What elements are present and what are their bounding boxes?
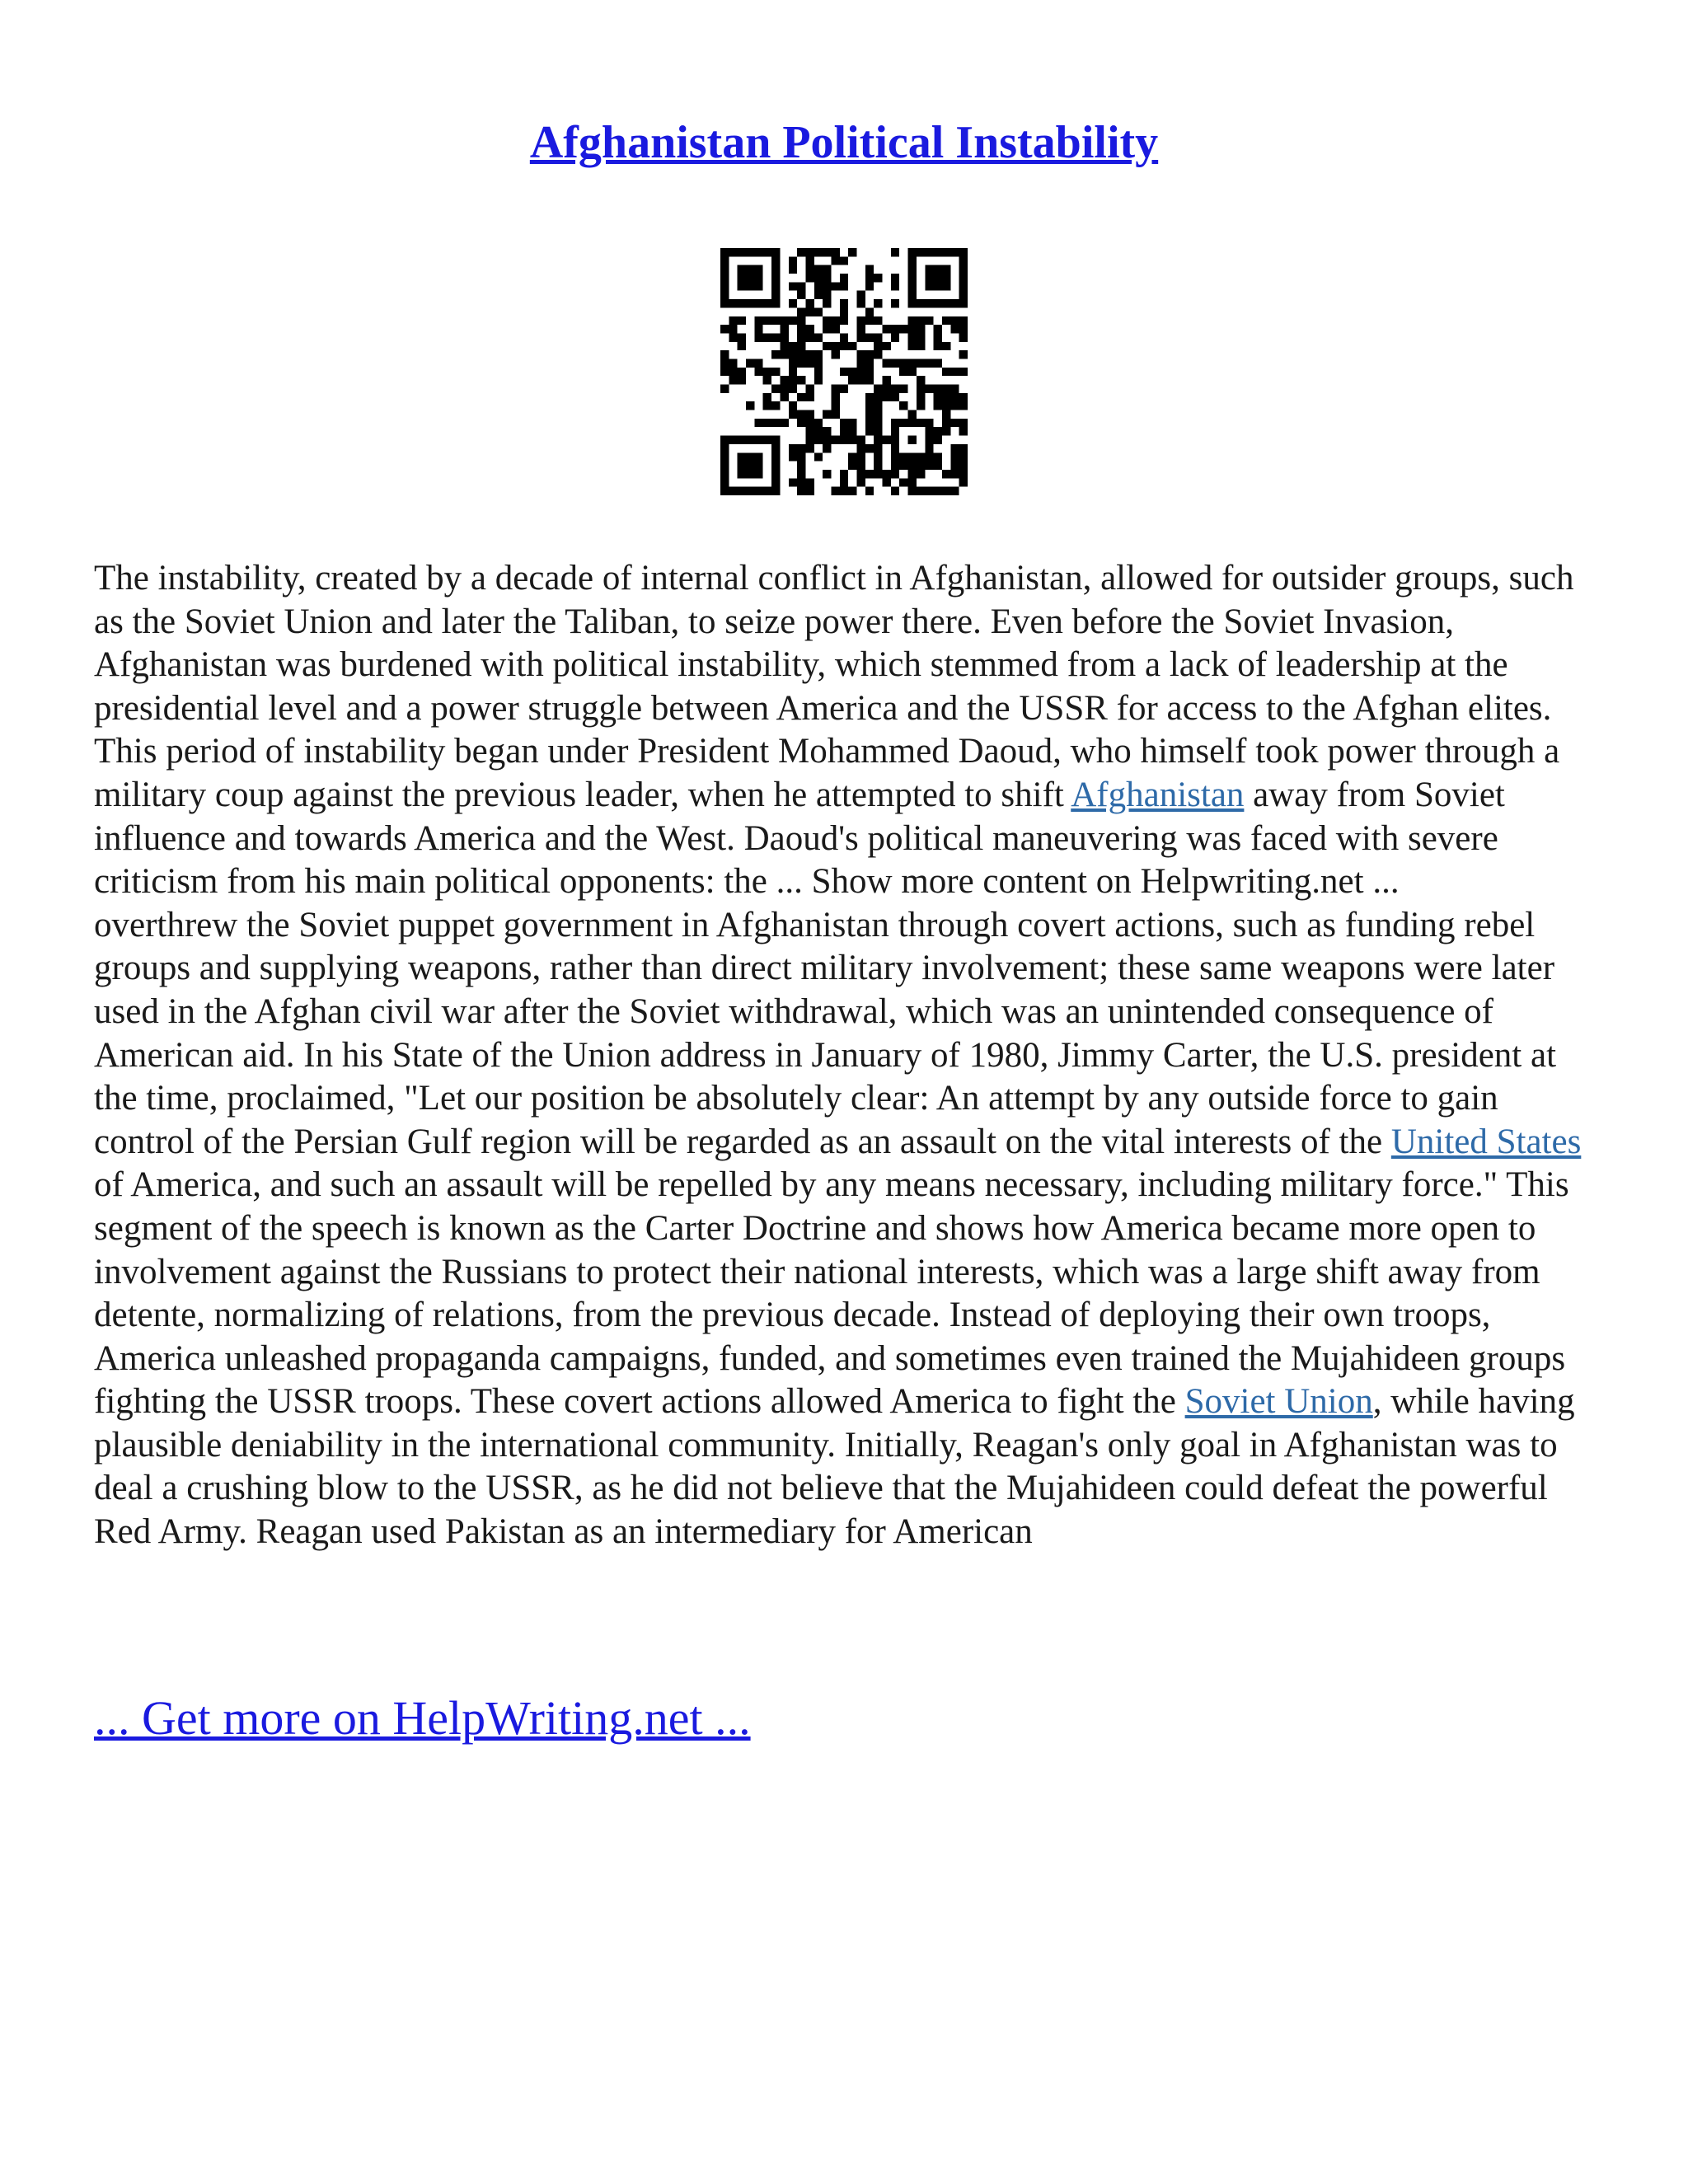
page-title (0, 114, 1688, 171)
paragraph-2-text-b: of America, and such an assault will be repelled by any means necessary, including military force." This segment of the speech is known as the Carter Doctrine and shows how America became more open to involvement against the Russians to protect their national interests, which was a large shift away from detente, normalizing of relations, from the previous decade. Instead of deploying their own troops, America unleashed propaganda campaigns, funded, and sometimes even trained the Mujahideen groups fighting the USSR troops. These covert actions allowed America to fight the (94, 1165, 1569, 1422)
afghanistan-link[interactable]: Afghanistan (1071, 775, 1245, 814)
qr-code-graphic (720, 248, 968, 495)
paragraph-1 (94, 557, 1602, 904)
get-more-link[interactable]: ... Get more on HelpWriting.net ... (94, 1691, 751, 1745)
paragraph-2 (94, 904, 1602, 1554)
title-link[interactable]: Afghanistan Political Instability (529, 117, 1159, 168)
paragraph-2-text-a: overthrew the Soviet puppet government in Afghanistan through covert actions, such as funding rebel groups and supplying weapons, rather than direct military involvement; these same weapons were later used in the Afghan civil war after the Soviet withdrawal, which was an unintended consequence of American aid. In his State of the Union address in January of 1980, Jimmy Carter, the U.S. president at the time, proclaimed, "Let our position be absolutely clear: An attempt by any outside force to gain control of the Persian Gulf region will be regarded as an assault on the vital interests of the (94, 905, 1557, 1161)
qr-code-icon (720, 248, 968, 495)
article-body (94, 557, 1602, 1554)
paragraph-2-text-c: , while having plausible deniability in the international community. Initially, Reagan's only goal in Afghanistan was to deal a crushing blow to the USSR, as he did not believe that the Mujahideen could defeat the powerful Red Army. Reagan used Pakistan as an intermediary for American (94, 1382, 1575, 1552)
paragraph-1-text-b: away from Soviet influence and towards America and the West. Daoud's political maneuvering was faced with severe criticism from his main political opponents: the ... Show more content on Helpwriting.net ... (94, 775, 1505, 902)
paragraph-1-text-a: The instability, created by a decade of internal conflict in Afghanistan, allowed for outsider groups, such as the Soviet Union and later the Taliban, to seize power there. Even before the Soviet Invasion, Afghanistan was burdened with political instability, which stemmed from a lack of leadership at the presidential level and a power struggle between America and the USSR for access to the Afghan elites. This period of instability began under President Mohammed Daoud, who himself took power through a military coup against the previous leader, when he attempted to shift (94, 559, 1574, 814)
soviet-union-link[interactable]: Soviet Union (1184, 1382, 1373, 1422)
united-states-link[interactable]: United States (1390, 1122, 1582, 1161)
get-more-paragraph (94, 1690, 751, 1747)
